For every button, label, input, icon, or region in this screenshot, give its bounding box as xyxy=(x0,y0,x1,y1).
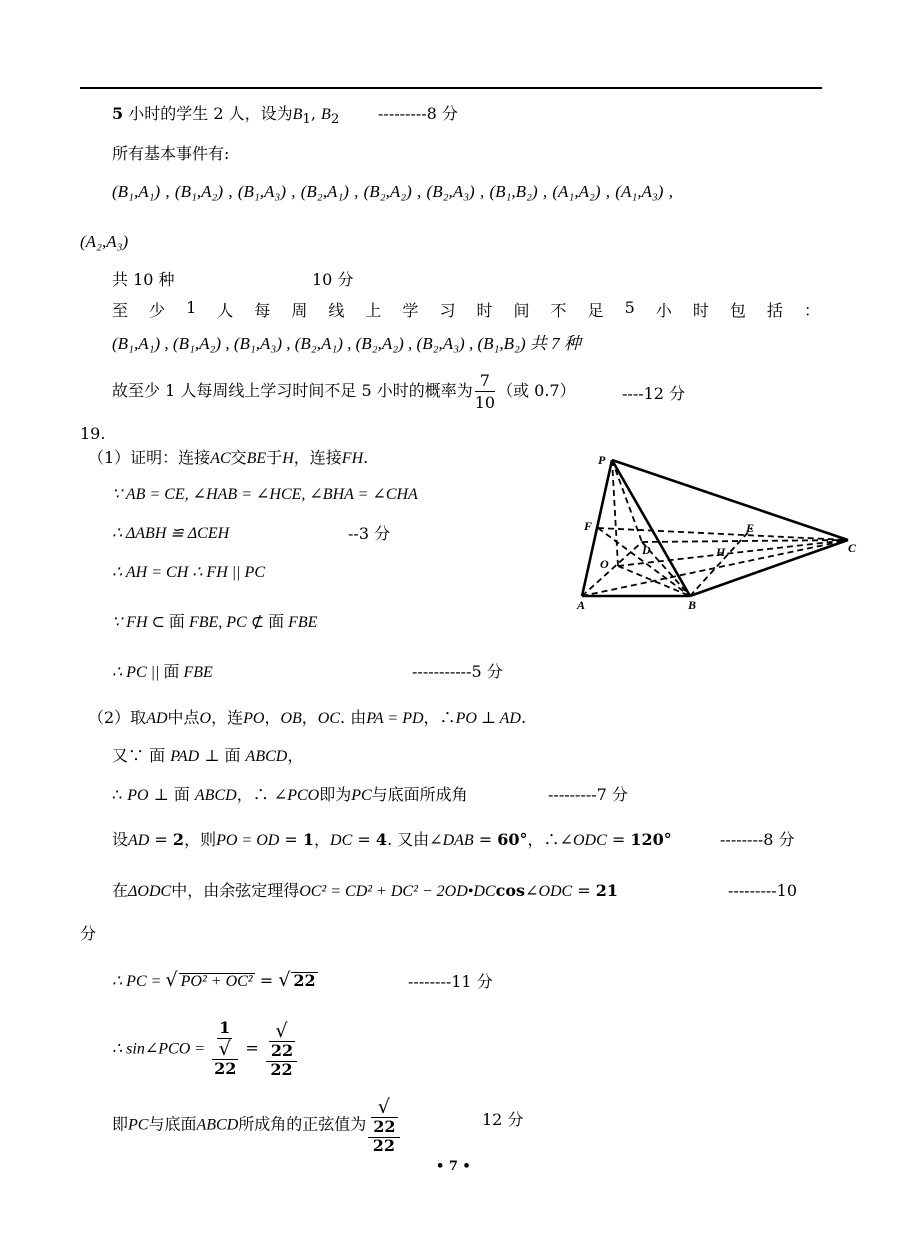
header-rule xyxy=(80,87,822,89)
fraction-7-10: $\frac{7}{10}$ xyxy=(474,371,496,412)
score-12-b: 12 分 xyxy=(482,1110,524,1129)
svg-text:A: A xyxy=(577,598,586,612)
line-13: ∴ AH = CH ∴ FH || PC xyxy=(112,564,265,581)
line-5: 共 10 种 xyxy=(112,270,175,289)
svg-text:P: P xyxy=(598,453,606,467)
score-10-a: 10 分 xyxy=(312,270,354,289)
score-11: --------11 分 xyxy=(408,972,493,991)
line-2: 所有基本事件有: xyxy=(112,144,230,163)
line-1: 5 小时的学生 2 人，设为$B_1$, $B_2$ xyxy=(112,104,340,128)
page-number: • 7 • xyxy=(436,1159,471,1174)
line-7-events: (B₁,A₁) , (B₁,A₂) , (B₁,A₃) , (B₂,A₁) , (B₂,A₂) , (B₂,A₃) , (B₁,B₂) 共 7 种 xyxy=(112,334,581,353)
line-17: 又∵ 面 PAD ⊥ 面 ABCD， xyxy=(112,746,304,765)
score-8-b: --------8 分 xyxy=(720,830,795,849)
line-12: ∴ ΔABH ≌ ΔCEH xyxy=(112,525,230,542)
score-12-a: ----12 分 xyxy=(622,384,686,403)
score-8-a: ---------8 分 xyxy=(378,104,458,123)
line-11: ∵ AB = CE, ∠HAB = ∠HCE, ∠BHA = ∠CHA xyxy=(112,486,418,503)
line-19: 设AD = 2，则PO = OD = 1，DC = 4. 又由∠DAB = 60°，∴∠ODC = 120° xyxy=(112,830,672,849)
line-24: 即PC与底面ABCD所成角的正弦值为 √ 22 22 xyxy=(112,1096,402,1154)
line-14: ∵ FH ⊂ 面 FBE, PC ⊄ 面 FBE xyxy=(112,612,318,631)
line-15: ∴ PC || 面 FBE xyxy=(112,662,213,681)
pyramid-figure xyxy=(570,448,870,618)
svg-text:O: O xyxy=(600,557,609,571)
svg-text:E: E xyxy=(746,521,755,535)
svg-text:D: D xyxy=(642,543,651,557)
line-23: ∴ sin∠PCO = 1 √ 22 = √ 22 22 xyxy=(112,1020,299,1078)
score-5: -----------5 分 xyxy=(412,662,503,681)
line-8: 故至少 1 人每周线上学习时间不足 5 小时的概率为 $\frac{7}{10}$ （或 0.7） xyxy=(112,371,576,412)
svg-text:B: B xyxy=(688,598,697,612)
line-10: （1）证明：连接AC交BE于H，连接FH. xyxy=(88,448,369,467)
score-3: --3 分 xyxy=(348,524,391,543)
line-22: ∴ PC = √ PO² + OC² = √ 22 xyxy=(112,968,316,991)
line-4-events: (A₂,A₃) xyxy=(80,232,129,251)
line-16: （2）取AD中点O，连PO，OB，OC. 由PA = PD，∴PO ⊥ AD. xyxy=(88,708,527,727)
score-10-b: ---------10 xyxy=(728,881,798,900)
line-18: ∴ PO ⊥ 面 ABCD，∴ ∠PCO即为PC与底面所成角 xyxy=(112,785,468,804)
svg-text:C: C xyxy=(848,541,857,555)
problem-19: 19. xyxy=(80,424,106,443)
line-20: 在ΔODC中，由余弦定理得OC² = CD² + DC² − 2OD•DCcos∠ODC = 21 xyxy=(112,881,619,900)
line-6-spread: 至 少 1 人 每 周 线 上 学 习 时 间 不 足 5 小 时 包 括 ： xyxy=(112,298,820,320)
svg-text:F: F xyxy=(584,519,593,533)
svg-text:H: H xyxy=(716,545,726,559)
score-7: ---------7 分 xyxy=(548,785,628,804)
line-21: 分 xyxy=(80,924,97,943)
line-3-events: (B₁,A₁) , (B₁,A₂) , (B₁,A₃) , (B₂,A₁) , (B₂,A₂) , (B₂,A₃) , (B₁,B₂) , (A₁,A₂) , (A₁,A₃) , xyxy=(112,182,673,201)
